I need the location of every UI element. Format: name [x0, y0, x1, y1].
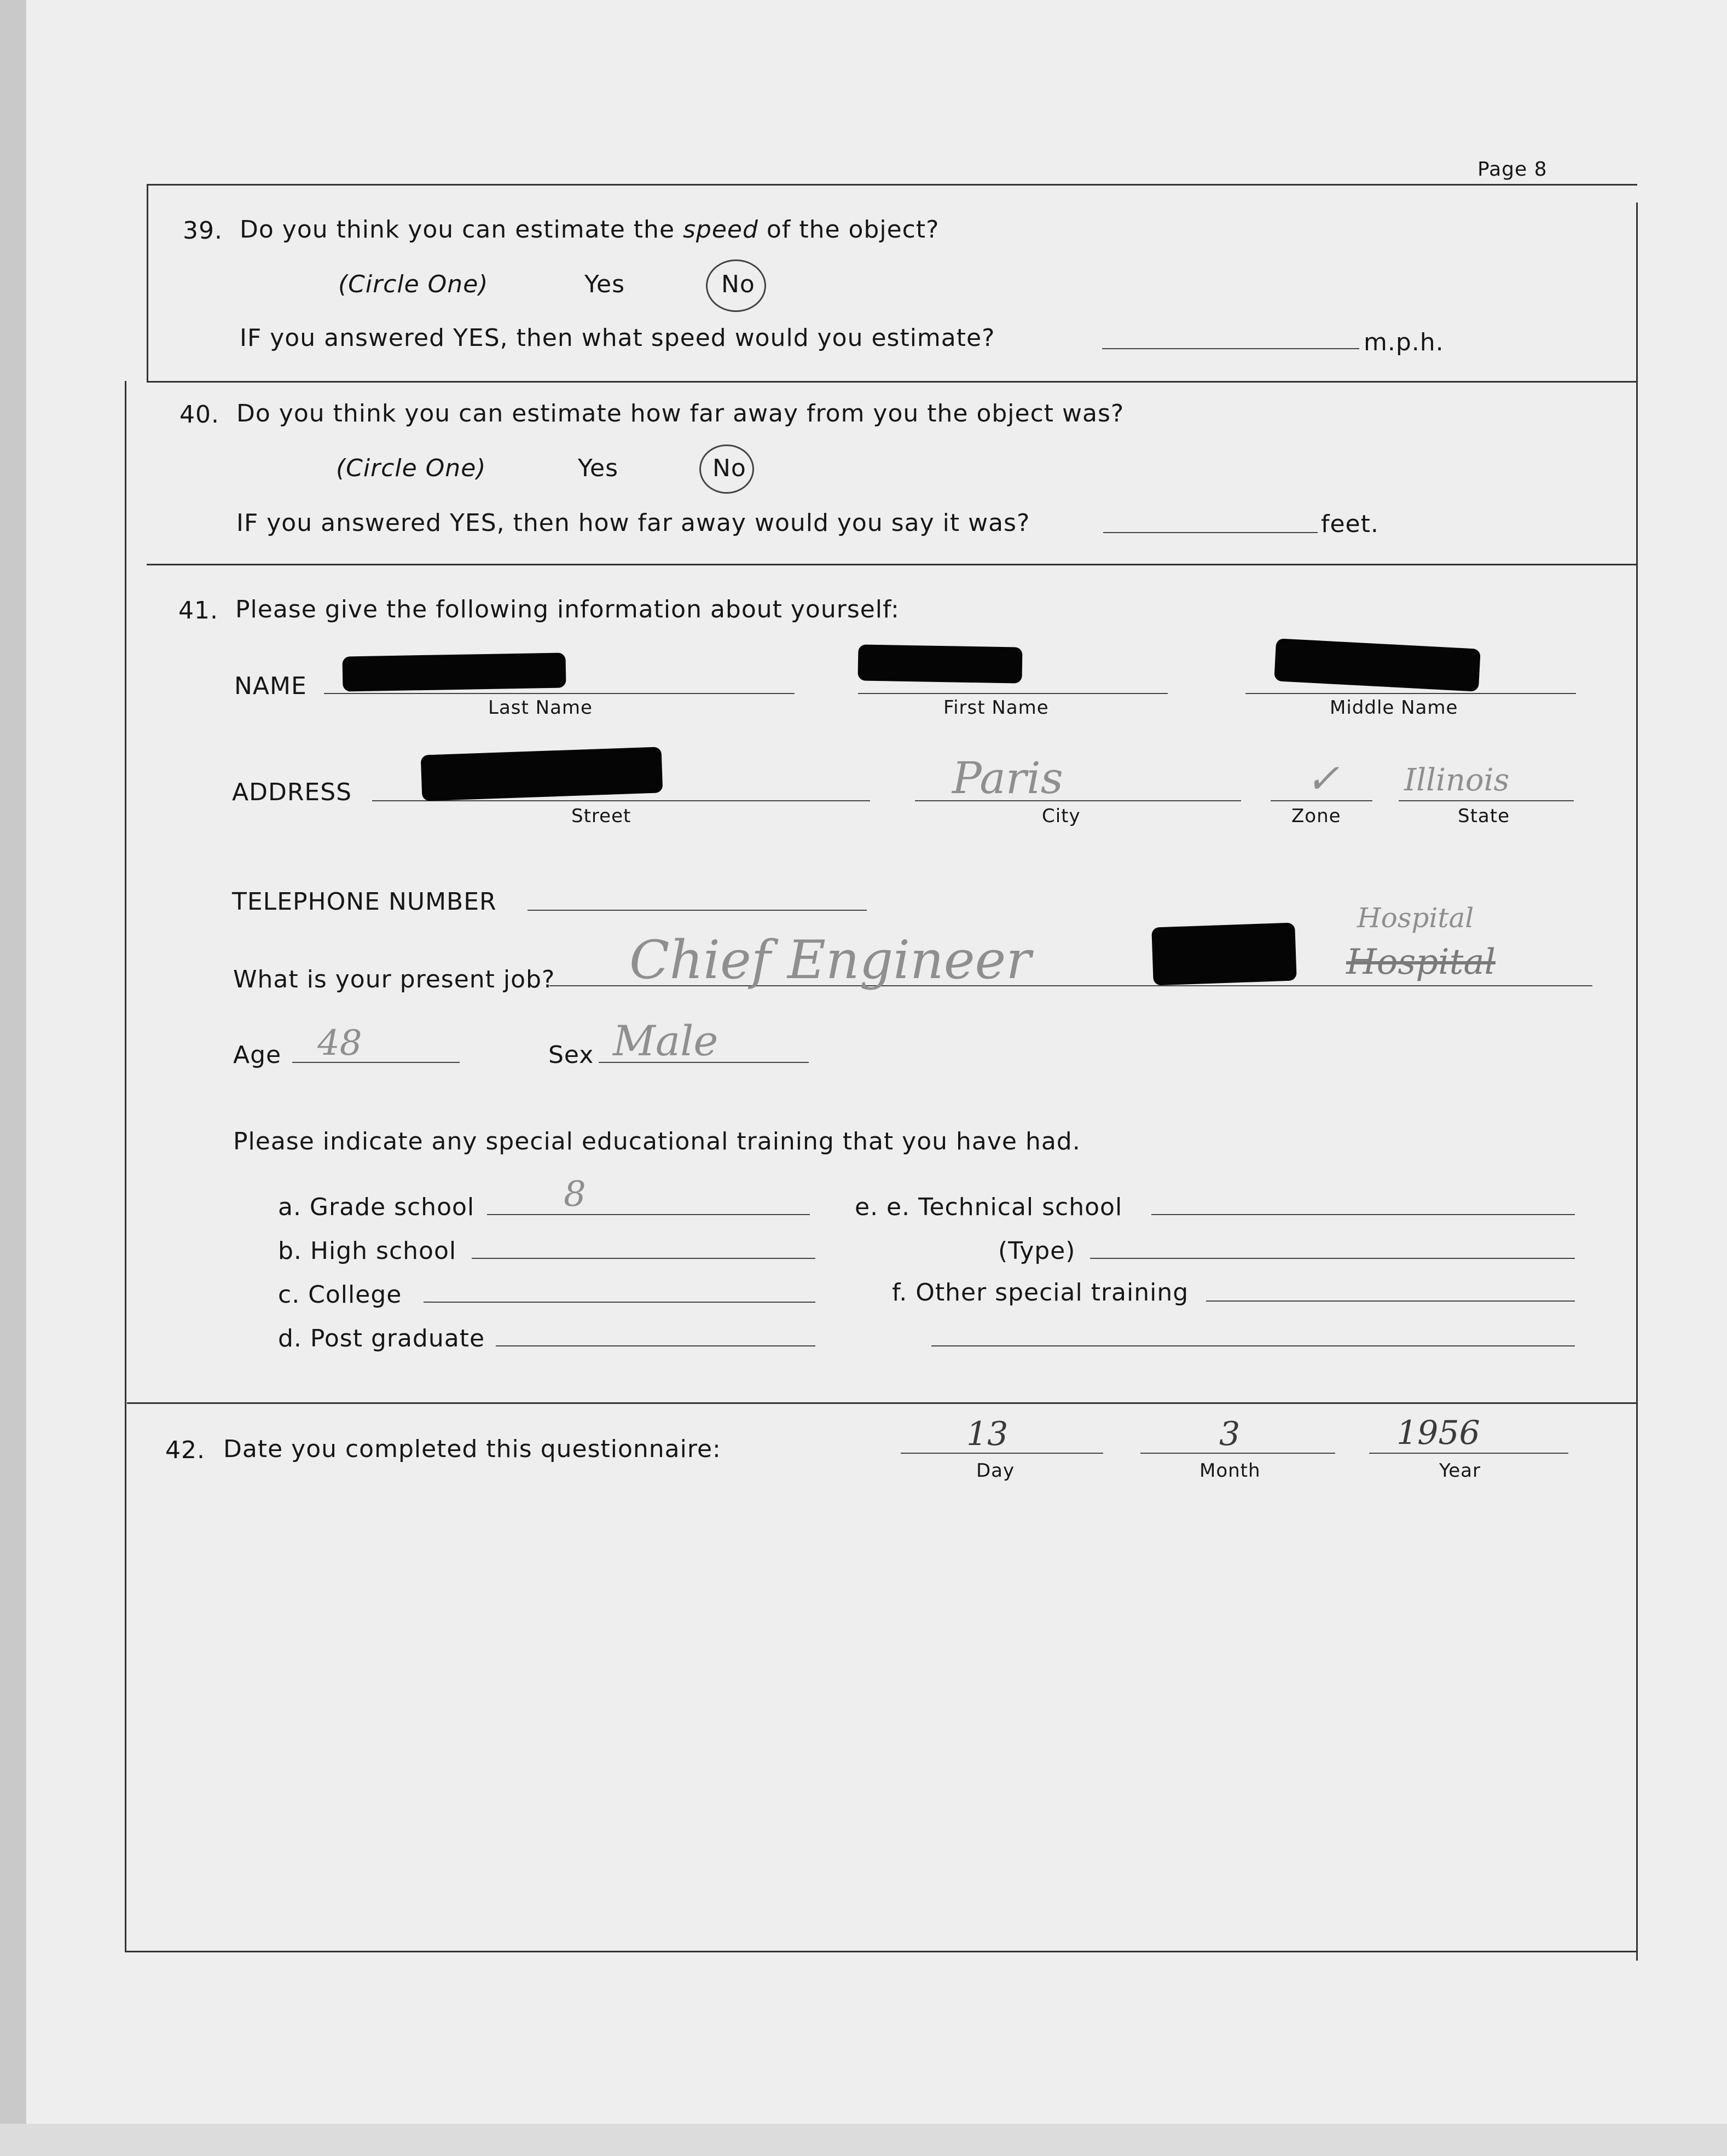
other-training-field[interactable]	[1206, 1300, 1575, 1302]
name-label: NAME	[234, 672, 307, 700]
q40-question: Do you think you can estimate how far away from you the object was?	[236, 400, 1125, 427]
month-caption: Month	[1199, 1460, 1261, 1482]
grade-school-value: 8	[564, 1174, 586, 1215]
frame-top	[147, 184, 1637, 186]
q40-yes-option[interactable]: Yes	[578, 454, 619, 482]
middle-name-field[interactable]	[1245, 693, 1576, 694]
first-name-field[interactable]	[858, 693, 1168, 694]
q41-number: 41.	[178, 597, 218, 625]
scan-edge-bottom	[0, 2124, 1727, 2156]
year-value: 1956	[1396, 1414, 1480, 1452]
zone-value: ✓	[1306, 755, 1340, 802]
high-school-label: b. High school	[278, 1237, 457, 1265]
type-field[interactable]	[1090, 1258, 1575, 1259]
redaction-last-name	[342, 652, 566, 691]
last-name-field[interactable]	[324, 693, 795, 694]
first-name-caption: First Name	[943, 697, 1049, 719]
q39-number: 39.	[183, 217, 223, 245]
q40-followup: IF you answered YES, then how far away would you say it was?	[236, 509, 1030, 537]
q39-yes-option[interactable]: Yes	[584, 270, 625, 298]
city-value: Paris	[952, 753, 1063, 804]
q42-question: Date you completed this questionnaire:	[223, 1435, 721, 1463]
day-caption: Day	[976, 1460, 1015, 1482]
q41-intro: Please give the following information about yourself:	[235, 596, 900, 623]
q40-unit: feet.	[1321, 510, 1379, 538]
q39-question: Do you think you can estimate the speed of the object?	[240, 216, 940, 244]
middle-name-caption: Middle Name	[1330, 697, 1458, 719]
college-field[interactable]	[424, 1302, 815, 1303]
state-value: Illinois	[1404, 762, 1510, 798]
sex-value: Male	[613, 1016, 718, 1065]
high-school-field[interactable]	[472, 1258, 815, 1259]
state-field[interactable]	[1399, 800, 1574, 801]
redaction-street	[421, 747, 663, 801]
job-hospital-above: Hospital	[1357, 902, 1474, 934]
divider-39-40	[147, 381, 1637, 383]
type-label: (Type)	[998, 1237, 1076, 1265]
last-name-caption: Last Name	[488, 697, 593, 719]
city-caption: City	[1042, 805, 1081, 827]
divider-41-42	[127, 1402, 1637, 1404]
redaction-job	[1151, 922, 1297, 985]
q40-number: 40.	[179, 401, 219, 429]
q39-unit: m.p.h.	[1364, 328, 1444, 356]
q40-no-circle-mark	[699, 444, 754, 494]
post-graduate-field[interactable]	[496, 1345, 815, 1346]
frame-bottom	[125, 1951, 1637, 1952]
job-hospital-struck: Hospital	[1346, 942, 1496, 982]
q39-speed-field[interactable]	[1102, 348, 1359, 349]
sex-label: Sex	[548, 1041, 594, 1069]
q40-distance-field[interactable]	[1103, 532, 1318, 533]
q40-no-option[interactable]: No	[712, 454, 746, 482]
grade-school-label: a. Grade school	[278, 1193, 475, 1221]
q39-no-option[interactable]: No	[721, 270, 755, 298]
other-training-label: f. Other special training	[892, 1279, 1189, 1307]
frame-left-upper	[147, 184, 148, 381]
frame-left-lower	[125, 381, 126, 1952]
frame-right	[1636, 203, 1638, 1961]
zone-caption: Zone	[1291, 805, 1341, 827]
street-caption: Street	[571, 805, 631, 827]
age-label: Age	[233, 1041, 282, 1069]
month-value: 3	[1219, 1415, 1241, 1453]
year-field[interactable]	[1369, 1453, 1568, 1454]
grade-school-field[interactable]	[487, 1214, 810, 1215]
college-label: c. College	[278, 1281, 402, 1309]
q42-number: 42.	[165, 1436, 205, 1464]
page-label: Page 8	[1477, 158, 1548, 181]
job-label: What is your present job?	[233, 966, 555, 993]
day-value: 13	[966, 1415, 1009, 1453]
post-graduate-label: d. Post graduate	[278, 1325, 485, 1352]
q39-no-circle-mark	[706, 259, 766, 312]
q40-circle-one: (Circle One)	[336, 454, 486, 482]
technical-school-field[interactable]	[1151, 1214, 1575, 1215]
job-value: Chief Engineer	[629, 929, 1031, 991]
redaction-first-name	[857, 644, 1022, 683]
other-training-field-2[interactable]	[931, 1345, 1575, 1346]
telephone-label: TELEPHONE NUMBER	[232, 888, 497, 916]
age-value: 48	[317, 1023, 362, 1063]
q39-followup: IF you answered YES, then what speed would you estimate?	[240, 324, 995, 352]
scan-edge	[0, 0, 26, 2156]
redaction-middle-name	[1274, 638, 1481, 691]
education-intro: Please indicate any special educational training that you have had.	[233, 1128, 1081, 1155]
telephone-field[interactable]	[528, 910, 867, 911]
technical-school-label: e. e. Technical school	[855, 1193, 1123, 1221]
street-field[interactable]	[372, 800, 870, 801]
address-label: ADDRESS	[232, 778, 352, 806]
q39-circle-one: (Circle One)	[338, 270, 489, 298]
year-caption: Year	[1439, 1460, 1481, 1482]
divider-40-41	[147, 564, 1637, 565]
state-caption: State	[1458, 805, 1510, 827]
